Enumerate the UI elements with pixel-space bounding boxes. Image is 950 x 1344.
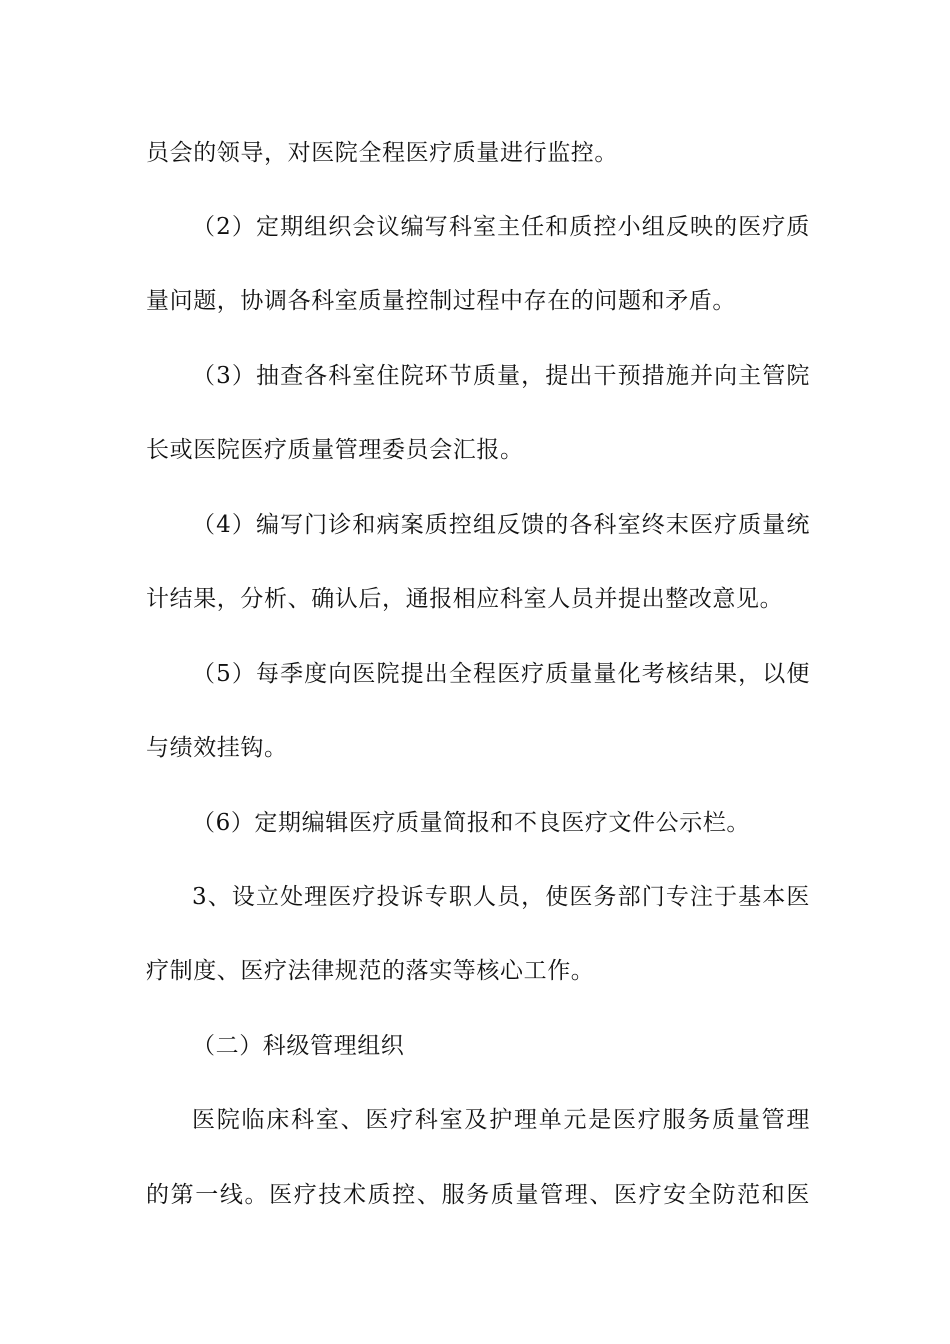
- text-line-15: 的第一线。医疗技术质控、服务质量管理、医疗安全防范和医: [146, 1182, 810, 1208]
- text-line-7: 计结果，分析、确认后，通报相应科室人员并提出整改意见。: [146, 586, 784, 612]
- text-line-1: 员会的领导，对医院全程医疗质量进行监控。: [146, 140, 618, 166]
- text-line-3: 量问题，协调各科室质量控制过程中存在的问题和矛盾。: [146, 288, 736, 314]
- text-line-9: 与绩效挂钩。: [146, 735, 288, 761]
- text-line-6: （4）编写门诊和病案质控组反馈的各科室终末医疗质量统: [192, 512, 810, 538]
- text-line-11: 3、设立处理医疗投诉专职人员，使医务部门专注于基本医: [192, 884, 810, 910]
- text-line-14: 医院临床科室、医疗科室及护理单元是医疗服务质量管理: [192, 1107, 810, 1133]
- text-line-4: （3）抽查各科室住院环节质量，提出干预措施并向主管院: [192, 363, 810, 389]
- section-heading: （二）科级管理组织: [192, 1033, 405, 1059]
- text-line-12: 疗制度、医疗法律规范的落实等核心工作。: [146, 958, 595, 984]
- text-line-8: （5）每季度向医院提出全程医疗质量量化考核结果，以便: [192, 661, 810, 687]
- text-line-5: 长或医院医疗质量管理委员会汇报。: [146, 437, 524, 463]
- text-line-10: （6）定期编辑医疗质量简报和不良医疗文件公示栏。: [192, 810, 751, 836]
- text-line-2: （2）定期组织会议编写科室主任和质控小组反映的医疗质: [192, 214, 810, 240]
